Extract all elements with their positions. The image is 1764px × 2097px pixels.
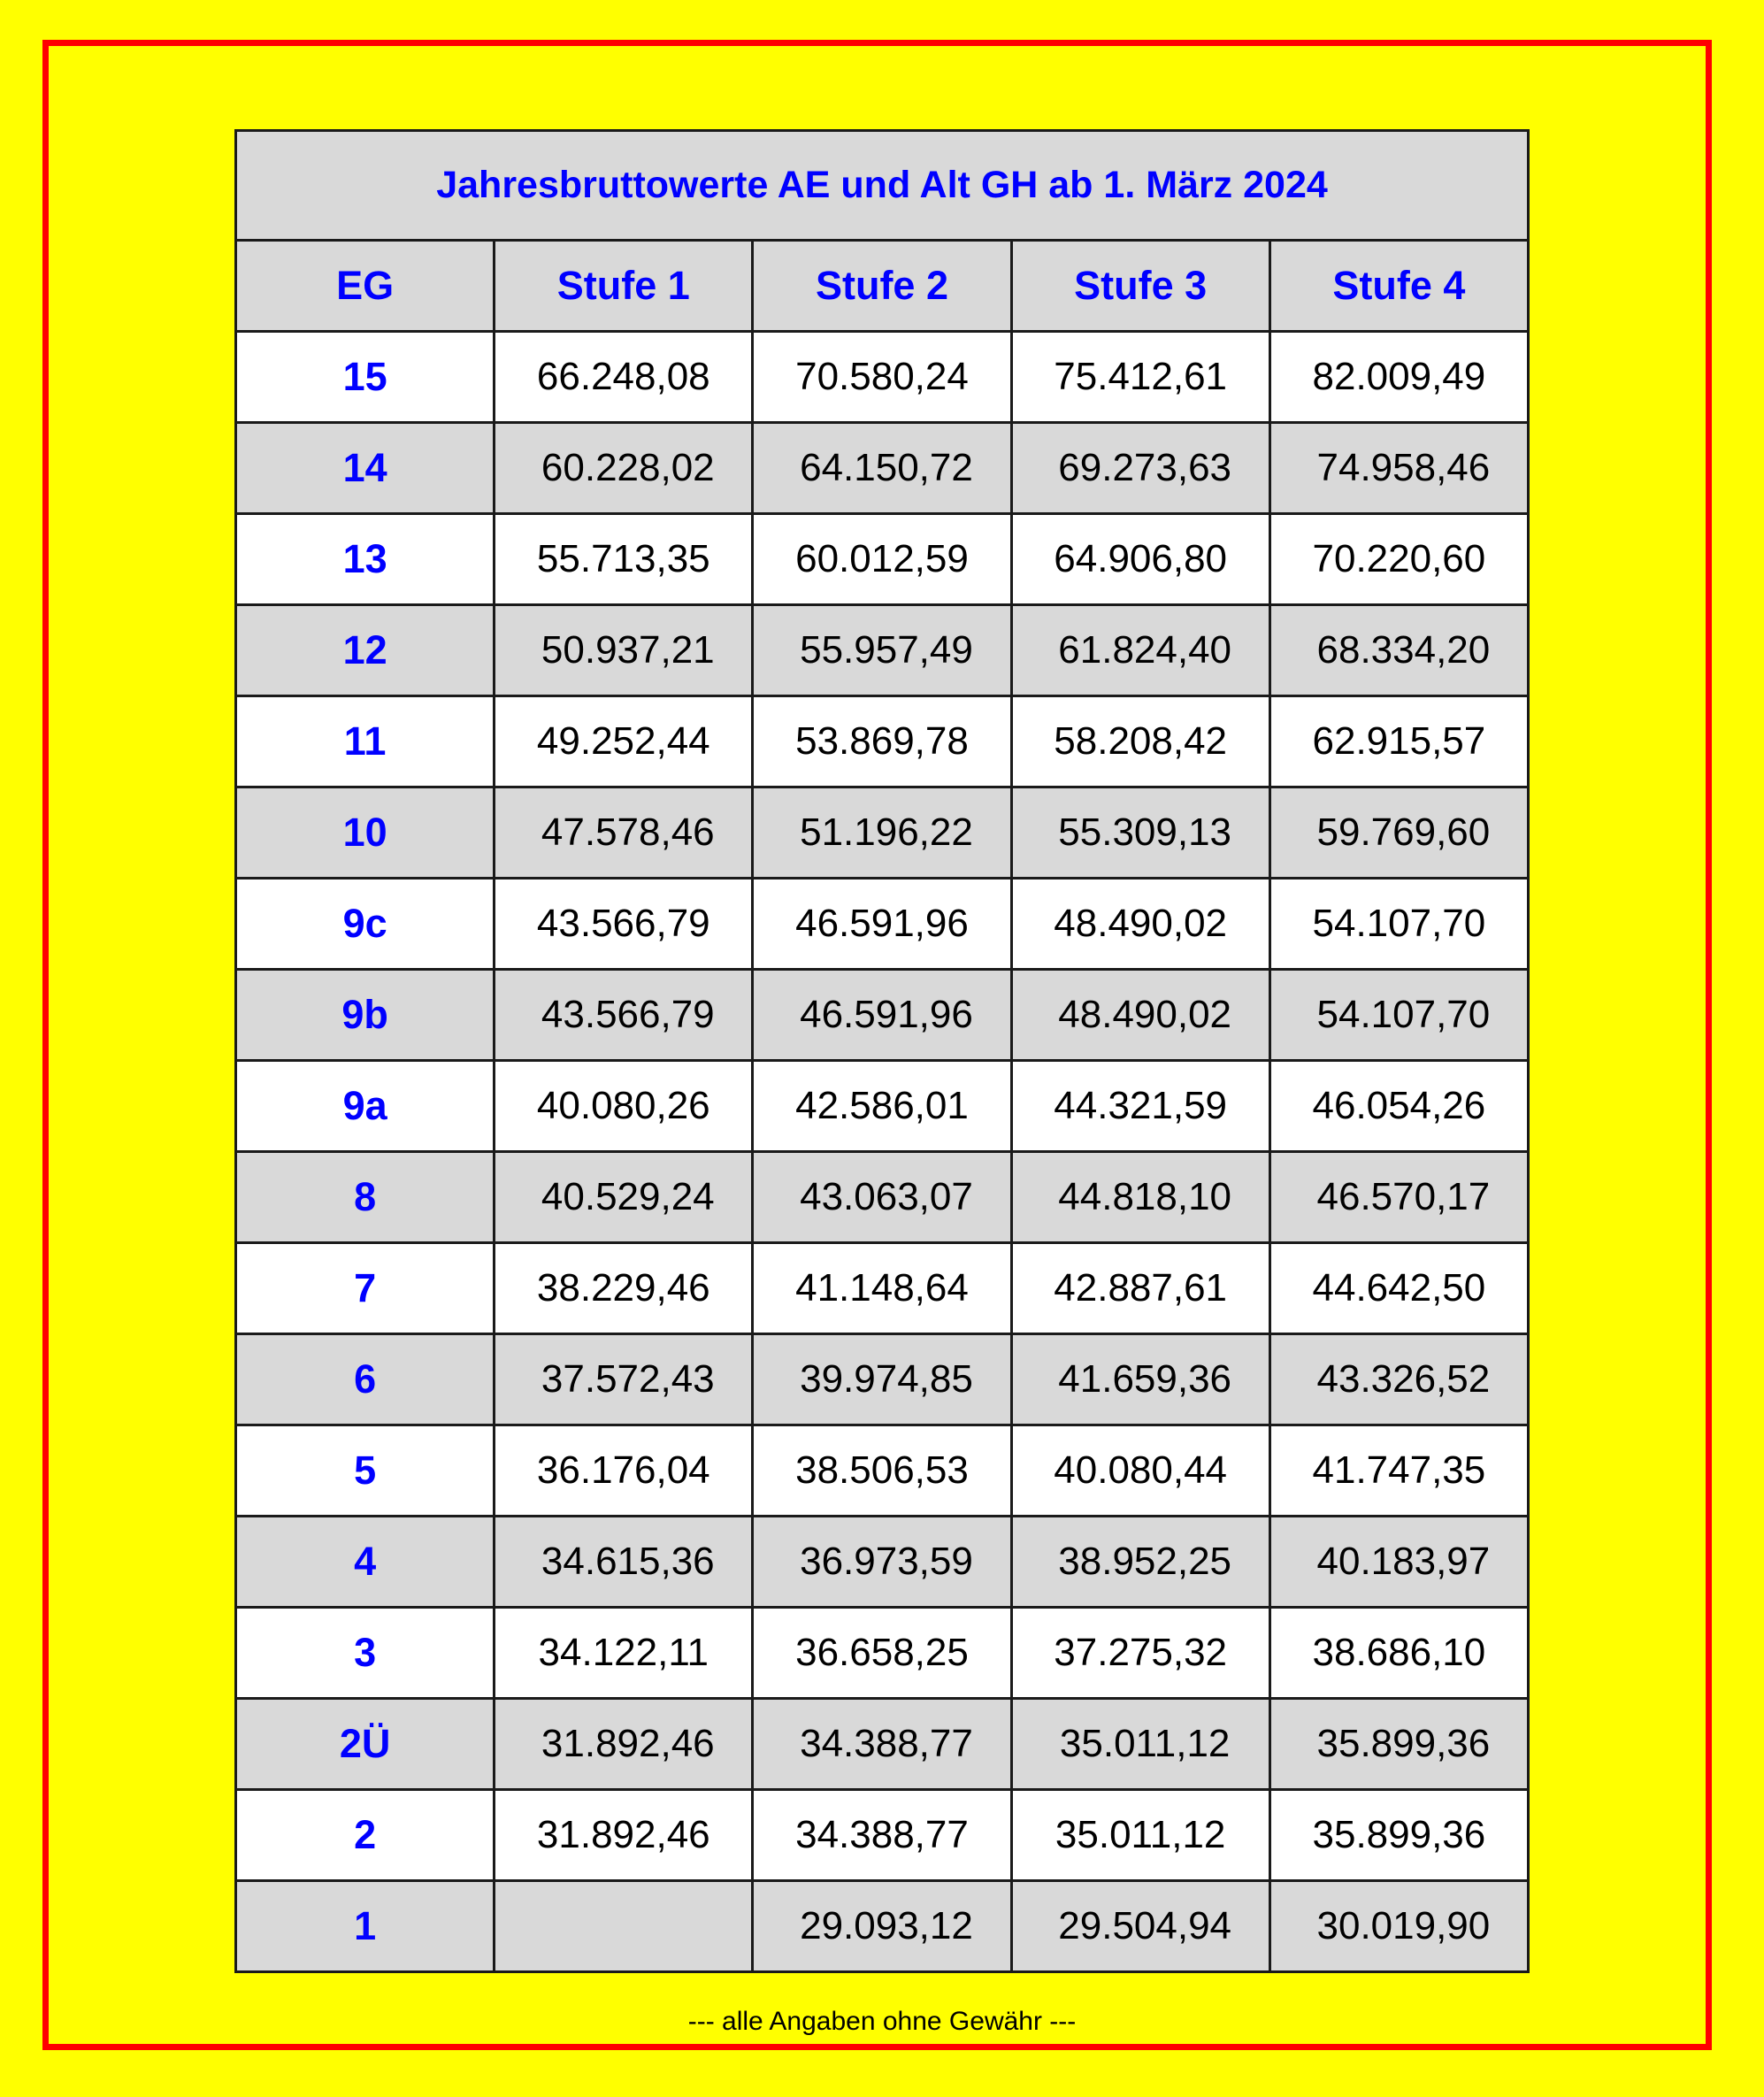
value-cell-stufe-3: 35.011,12 [1011, 1699, 1269, 1790]
value-cell-stufe-2: 36.658,25 [753, 1608, 1011, 1699]
value-cell-stufe-2: 70.580,24 [753, 332, 1011, 423]
value-cell-stufe-2: 60.012,59 [753, 514, 1011, 605]
value-cell-stufe-1: 34.122,11 [495, 1608, 753, 1699]
eg-cell: 1 [236, 1881, 495, 1972]
column-header-stufe-2: Stufe 2 [753, 241, 1011, 332]
value-cell-stufe-1: 49.252,44 [495, 696, 753, 787]
value-cell-stufe-2: 39.974,85 [753, 1334, 1011, 1425]
value-cell-stufe-2: 36.973,59 [753, 1517, 1011, 1608]
value-cell-stufe-2: 53.869,78 [753, 696, 1011, 787]
value-cell-stufe-4: 41.747,35 [1269, 1425, 1528, 1517]
value-cell-stufe-3: 48.490,02 [1011, 879, 1269, 970]
eg-cell: 9b [236, 970, 495, 1061]
value-cell-stufe-1: 55.713,35 [495, 514, 753, 605]
value-cell-stufe-1: 43.566,79 [495, 879, 753, 970]
value-cell-stufe-3: 41.659,36 [1011, 1334, 1269, 1425]
eg-cell: 2Ü [236, 1699, 495, 1790]
value-cell-stufe-3: 37.275,32 [1011, 1608, 1269, 1699]
eg-cell: 5 [236, 1425, 495, 1517]
table-row [236, 1881, 1529, 1972]
value-cell-stufe-3: 44.818,10 [1011, 1152, 1269, 1243]
eg-cell: 13 [236, 514, 495, 605]
value-cell-stufe-2: 38.506,53 [753, 1425, 1011, 1517]
value-cell-stufe-4: 68.334,20 [1269, 605, 1528, 696]
table-row [236, 879, 1529, 970]
table-row [236, 1608, 1529, 1699]
salary-table [234, 129, 1530, 1973]
table-row [236, 787, 1529, 879]
table-row [236, 514, 1529, 605]
disclaimer-footer: --- alle Angaben ohne Gewähr --- [687, 2007, 1077, 2036]
table-row [236, 696, 1529, 787]
value-cell-stufe-3: 58.208,42 [1011, 696, 1269, 787]
value-cell-stufe-4: 38.686,10 [1269, 1608, 1528, 1699]
value-cell-stufe-3: 40.080,44 [1011, 1425, 1269, 1517]
table-title: Jahresbruttowerte AE und Alt GH ab 1. März 2024 [236, 131, 1529, 241]
value-cell-stufe-1: 66.248,08 [495, 332, 753, 423]
value-cell-stufe-3: 75.412,61 [1011, 332, 1269, 423]
value-cell-stufe-4: 74.958,46 [1269, 423, 1528, 514]
eg-cell: 7 [236, 1243, 495, 1334]
table-row [236, 1699, 1529, 1790]
column-header-eg: EG [236, 241, 495, 332]
eg-cell: 11 [236, 696, 495, 787]
table-row [236, 970, 1529, 1061]
value-cell-stufe-1: 37.572,43 [495, 1334, 753, 1425]
value-cell-stufe-2: 41.148,64 [753, 1243, 1011, 1334]
value-cell-stufe-1: 43.566,79 [495, 970, 753, 1061]
value-cell-stufe-1: 40.080,26 [495, 1061, 753, 1152]
value-cell-stufe-1: 50.937,21 [495, 605, 753, 696]
value-cell-stufe-3: 69.273,63 [1011, 423, 1269, 514]
value-cell-stufe-4: 44.642,50 [1269, 1243, 1528, 1334]
table-row [236, 1061, 1529, 1152]
value-cell-stufe-4: 70.220,60 [1269, 514, 1528, 605]
eg-cell: 6 [236, 1334, 495, 1425]
value-cell-stufe-4: 35.899,36 [1269, 1699, 1528, 1790]
value-cell-stufe-4: 82.009,49 [1269, 332, 1528, 423]
eg-cell: 12 [236, 605, 495, 696]
table-row [236, 605, 1529, 696]
value-cell-stufe-3: 64.906,80 [1011, 514, 1269, 605]
value-cell-stufe-4: 54.107,70 [1269, 970, 1528, 1061]
table-row [236, 1152, 1529, 1243]
eg-cell: 9a [236, 1061, 495, 1152]
value-cell-stufe-3: 35.011,12 [1011, 1790, 1269, 1881]
value-cell-stufe-1: 36.176,04 [495, 1425, 753, 1517]
value-cell-stufe-1: 40.529,24 [495, 1152, 753, 1243]
eg-cell: 3 [236, 1608, 495, 1699]
table-row [236, 1425, 1529, 1517]
value-cell-stufe-2: 29.093,12 [753, 1881, 1011, 1972]
value-cell-stufe-3: 42.887,61 [1011, 1243, 1269, 1334]
table-row [236, 332, 1529, 423]
value-cell-stufe-3: 38.952,25 [1011, 1517, 1269, 1608]
table-row [236, 1243, 1529, 1334]
value-cell-stufe-2: 55.957,49 [753, 605, 1011, 696]
value-cell-stufe-3: 48.490,02 [1011, 970, 1269, 1061]
value-cell-stufe-1: 34.615,36 [495, 1517, 753, 1608]
eg-cell: 10 [236, 787, 495, 879]
value-cell-stufe-2: 46.591,96 [753, 970, 1011, 1061]
eg-cell: 14 [236, 423, 495, 514]
table-row [236, 1334, 1529, 1425]
table-row [236, 1517, 1529, 1608]
eg-cell: 9c [236, 879, 495, 970]
table-row [236, 1790, 1529, 1881]
eg-cell: 8 [236, 1152, 495, 1243]
column-header-stufe-3: Stufe 3 [1011, 241, 1269, 332]
value-cell-stufe-2: 51.196,22 [753, 787, 1011, 879]
value-cell-stufe-1: 47.578,46 [495, 787, 753, 879]
value-cell-stufe-4: 30.019,90 [1269, 1881, 1528, 1972]
value-cell-stufe-1: 31.892,46 [495, 1790, 753, 1881]
value-cell-stufe-4: 54.107,70 [1269, 879, 1528, 970]
column-header-stufe-1: Stufe 1 [495, 241, 753, 332]
value-cell-stufe-2: 42.586,01 [753, 1061, 1011, 1152]
value-cell-stufe-2: 46.591,96 [753, 879, 1011, 970]
value-cell-stufe-4: 43.326,52 [1269, 1334, 1528, 1425]
value-cell-stufe-3: 55.309,13 [1011, 787, 1269, 879]
value-cell-stufe-1: 60.228,02 [495, 423, 753, 514]
value-cell-stufe-3: 44.321,59 [1011, 1061, 1269, 1152]
value-cell-stufe-4: 35.899,36 [1269, 1790, 1528, 1881]
value-cell-stufe-4: 46.054,26 [1269, 1061, 1528, 1152]
value-cell-stufe-4: 46.570,17 [1269, 1152, 1528, 1243]
value-cell-stufe-3: 61.824,40 [1011, 605, 1269, 696]
value-cell-stufe-4: 40.183,97 [1269, 1517, 1528, 1608]
eg-cell: 4 [236, 1517, 495, 1608]
table-row [236, 423, 1529, 514]
value-cell-stufe-2: 43.063,07 [753, 1152, 1011, 1243]
value-cell-stufe-2: 34.388,77 [753, 1699, 1011, 1790]
value-cell-stufe-4: 62.915,57 [1269, 696, 1528, 787]
eg-cell: 15 [236, 332, 495, 423]
value-cell-stufe-3: 29.504,94 [1011, 1881, 1269, 1972]
value-cell-stufe-1: 31.892,46 [495, 1699, 753, 1790]
eg-cell: 2 [236, 1790, 495, 1881]
value-cell-stufe-1: 38.229,46 [495, 1243, 753, 1334]
value-cell-stufe-2: 64.150,72 [753, 423, 1011, 514]
value-cell-stufe-4: 59.769,60 [1269, 787, 1528, 879]
value-cell-stufe-2: 34.388,77 [753, 1790, 1011, 1881]
value-cell-stufe-1 [495, 1881, 753, 1972]
column-header-stufe-4: Stufe 4 [1269, 241, 1528, 332]
